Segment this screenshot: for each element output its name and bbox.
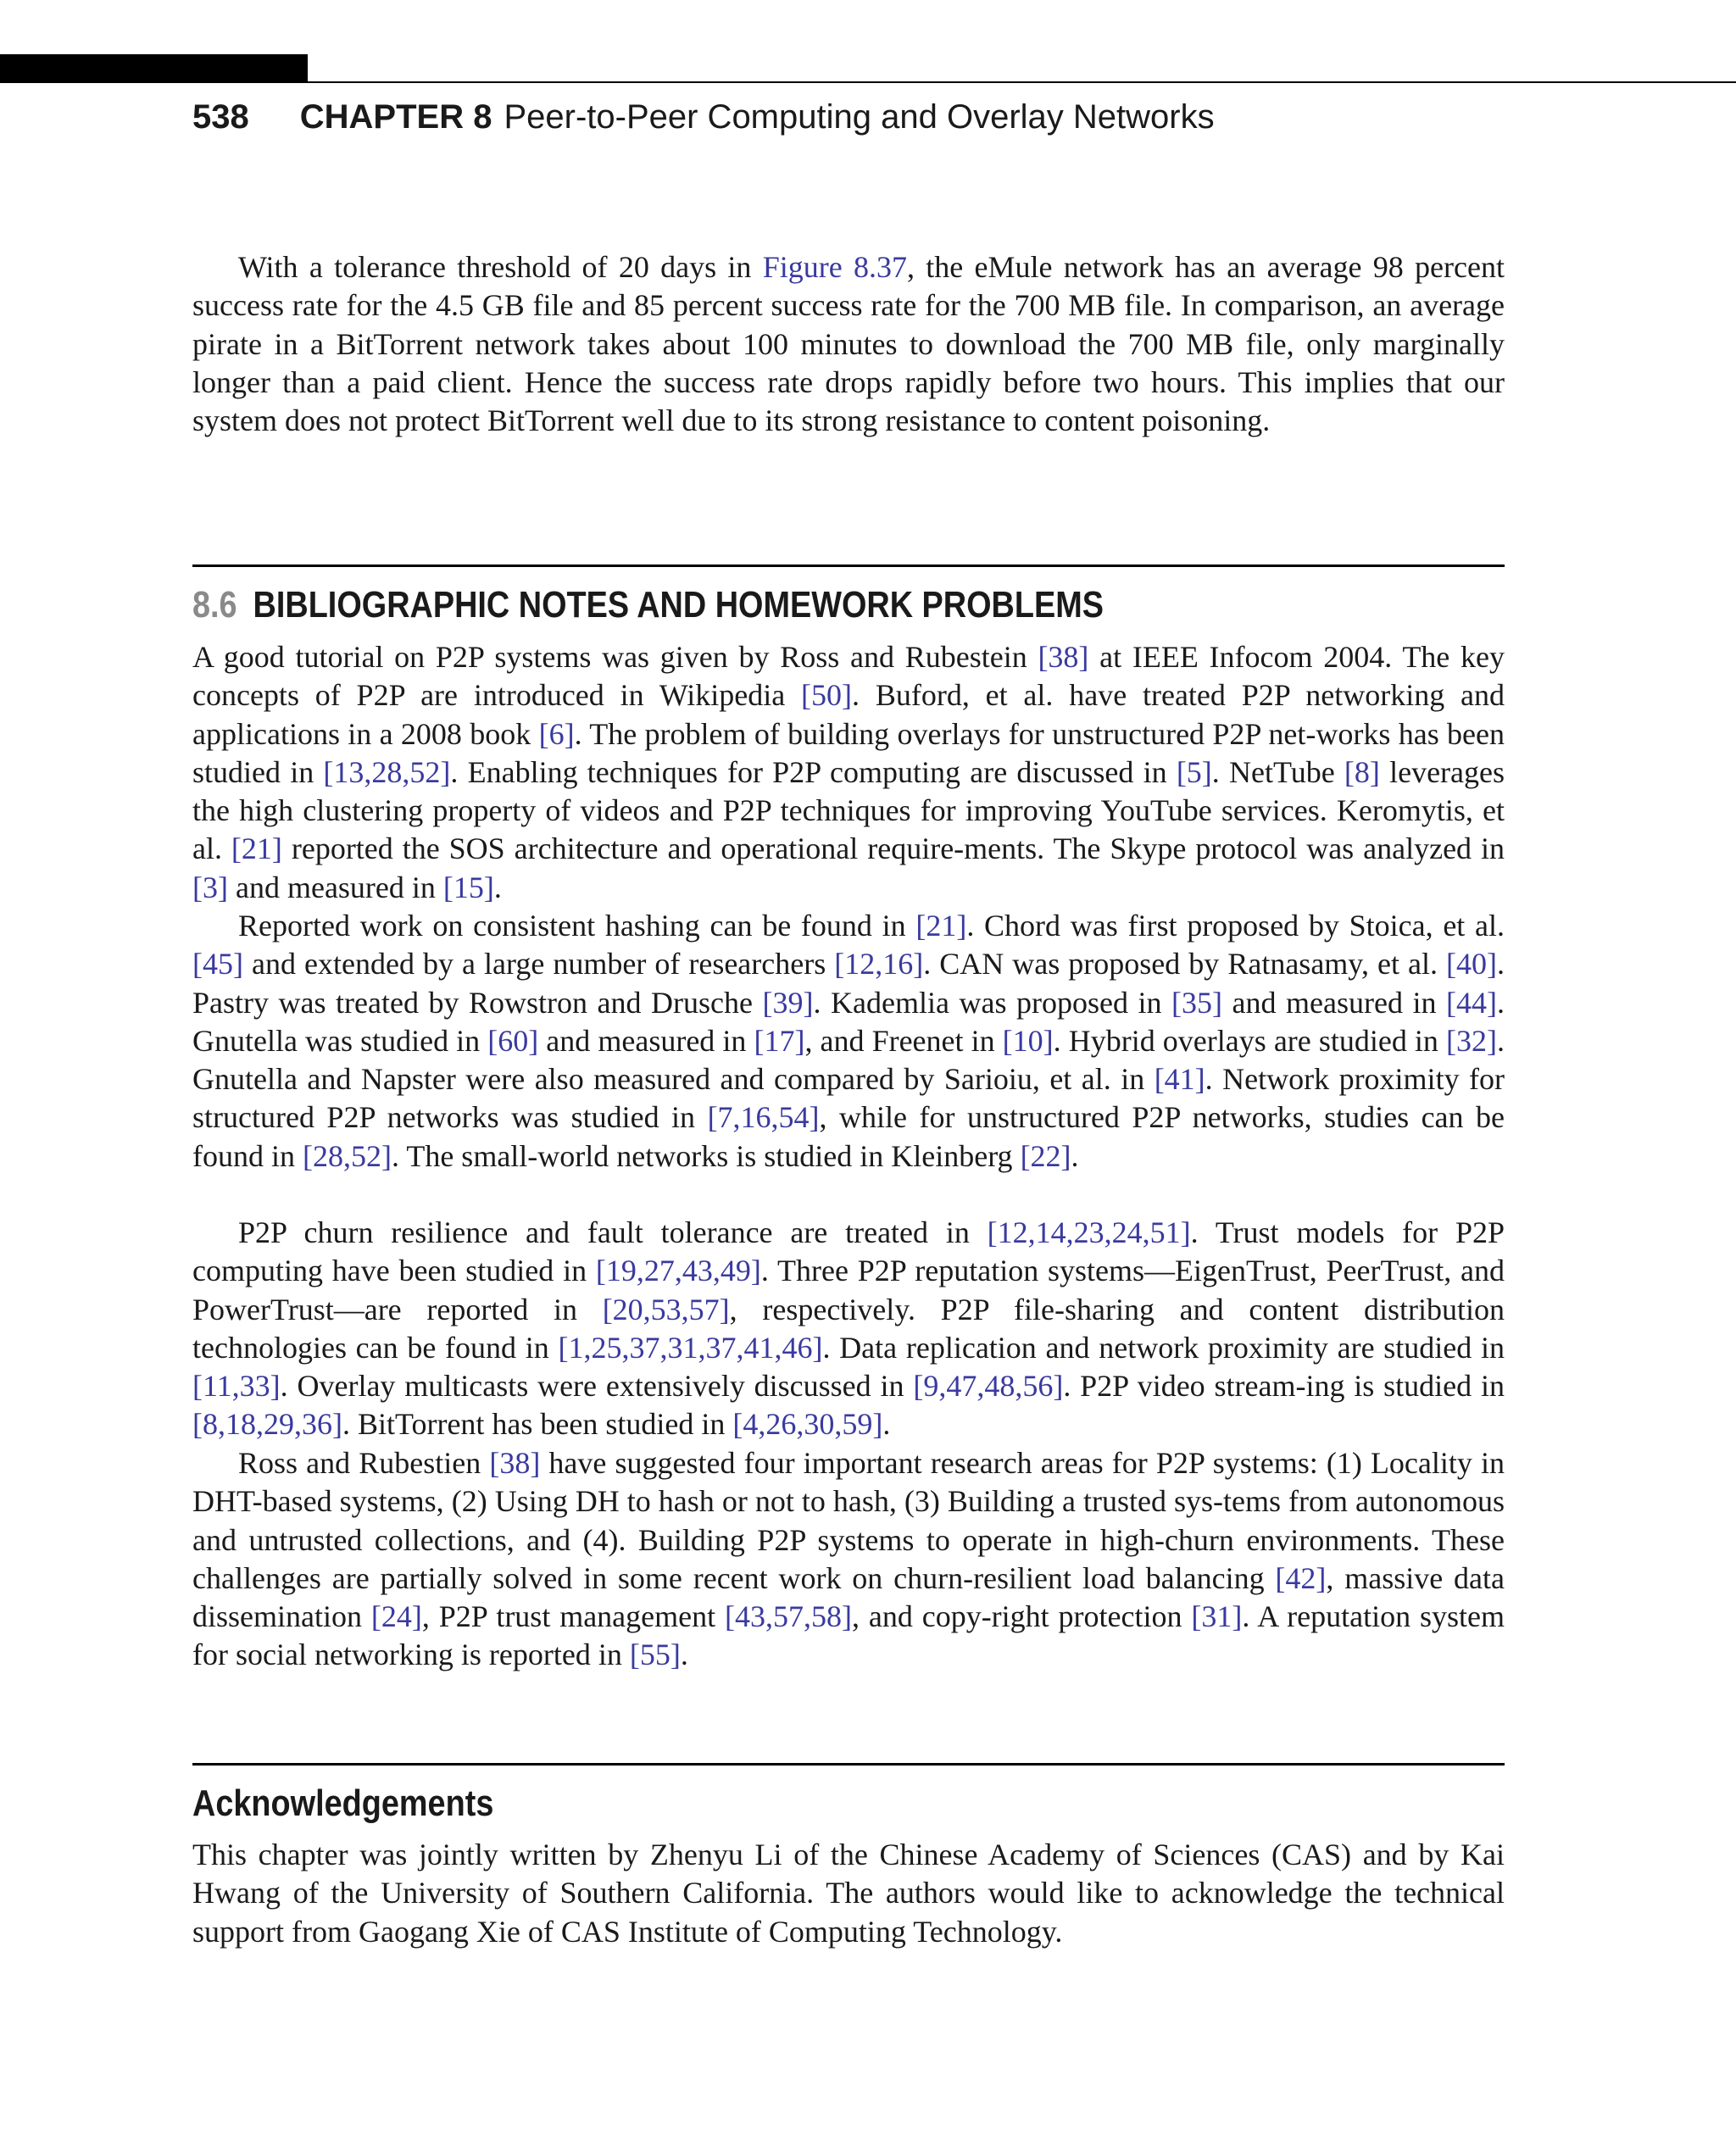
citation-link[interactable]: [1,25,37,31,37,41,46] [558,1330,823,1365]
citation-link[interactable]: [5] [1176,754,1212,789]
section-heading [192,581,1104,629]
citation-link[interactable]: [22] [1020,1138,1071,1173]
citation-link[interactable]: [12,16] [834,947,924,982]
acknowledgements-paragraph: This chapter was jointly written by Zhenyu Li of the Chinese Academy of Sciences (CAS) and by Kai Hwang of the University of Southern California. The authors would like to acknowledge the technical support from Gaogang Xie of CAS Institute of Computing Technology. [192,1838,1505,1949]
citation-link[interactable]: [12,14,23,24,51] [987,1215,1191,1249]
header-rule [308,81,1736,83]
page-number: 538 [192,98,249,136]
citation-link[interactable]: [38] [1038,640,1089,674]
acknowledgements-rule [192,1763,1505,1766]
citation-link[interactable]: [40] [1446,947,1497,982]
header-bar-thick [0,54,308,83]
citation-link[interactable]: [21] [231,831,282,866]
citation-link[interactable]: [50] [801,678,853,713]
citation-link[interactable]: [55] [629,1638,681,1672]
citation-link[interactable]: [17] [754,1023,805,1058]
citation-link[interactable]: [20,53,57] [602,1292,730,1326]
citation-link[interactable]: [28,52] [303,1138,392,1173]
citation-link[interactable]: [32] [1446,1023,1497,1058]
citation-link[interactable]: [8] [1344,754,1380,789]
citation-link[interactable]: [4,26,30,59] [732,1407,883,1442]
section-number: 8.6 [192,584,237,626]
citation-link[interactable]: [38] [489,1446,541,1480]
citation-link[interactable]: [21] [915,909,967,943]
citation-link[interactable]: [6] [538,716,575,751]
citation-link[interactable]: [3] [192,870,228,904]
section-title: BIBLIOGRAPHIC NOTES AND HOMEWORK PROBLEMS [253,584,1104,626]
chapter-title: Peer-to-Peer Computing and Overlay Networks [504,98,1215,136]
citation-link[interactable]: [35] [1171,985,1223,1020]
bib-paragraph-4: Ross and Rubestien [38] have suggested four important research areas for P2P systems: (1) Locality in DHT-based systems, (2) Using DH to hash or not to hash, (3) Building a trusted sys-tems from autonomous and untrusted collections, and (4). Building P2P systems to operate in high-churn environments. These challenges are partially solved in some recent work on churn-resilient load balancing [42], massive data dissemination [24], P2P trust management [43,57,58], and copy-right protection [31]. A reputation system for social networking is reported in [55]. [192,1446,1505,1672]
figure-reference-link[interactable]: Figure 8.37 [762,250,907,284]
section-rule [192,564,1505,567]
intro-paragraph: With a tolerance threshold of 20 days in Figure 8.37, the eMule network has an average 98 percent success rate for the 4.5 GB file and 85 percent success rate for the 700 MB file. In comparison, an average pirate in a BitTorrent network takes about 100 minutes to download the 700 MB file, only marginally longer than a paid client. Hence the success rate drops rapidly before two hours. This implies that our system does not protect BitTorrent well due to its strong resistance to content poisoning. [192,250,1505,438]
citation-link[interactable]: [8,18,29,36] [192,1407,342,1442]
citation-link[interactable]: [19,27,43,49] [595,1254,761,1288]
citation-link[interactable]: [44] [1446,985,1498,1020]
citation-link[interactable]: [11,33] [192,1369,281,1404]
citation-link[interactable]: [24] [370,1599,422,1634]
citation-link[interactable]: [43,57,58] [725,1599,852,1634]
chapter-label: CHAPTER 8 [299,98,492,136]
citation-link[interactable]: [10] [1002,1023,1054,1058]
citation-link[interactable]: [45] [192,947,243,982]
citation-link[interactable]: [15] [442,870,494,904]
bib-paragraph-2: Reported work on consistent hashing can be found in [21]. Chord was first proposed by Stoica, et al. [45] and extended by a large number of researchers [12,16]. CAN was proposed by Ratnasamy, et al. [40]. Pastry was treated by Rowstron and Drusche [39]. Kademlia was proposed in [35] and measured in [44]. Gnutella was studied in [60] and measured in [17], and Freenet in [10]. Hybrid overlays are studied in [32]. Gnutella and Napster were also measured and compared by Sarioiu, et al. in [41]. Network proximity for structured P2P networks was studied in [7,16,54], while for unstructured P2P networks, studies can be found in [28,52]. The small-world networks is studied in Kleinberg [22]. [192,909,1505,1173]
bib-paragraph-3: P2P churn resilience and fault tolerance are treated in [12,14,23,24,51]. Trust models for P2P computing have been studied in [19,27,43,49]. Three P2P reputation systems—EigenTrust, PeerTrust, and PowerTrust—are reported in [20,53,57], respectively. P2P file-sharing and content distribution technologies can be found in [1,25,37,31,37,41,46]. Data replication and network proximity are studied in [11,33]. Overlay multicasts were extensively discussed in [9,47,48,56]. P2P video stream-ing is studied in [8,18,29,36]. BitTorrent has been studied in [4,26,30,59]. [192,1215,1505,1442]
citation-link[interactable]: [9,47,48,56] [913,1369,1064,1404]
citation-link[interactable]: [39] [762,985,814,1020]
citation-link[interactable]: [60] [487,1023,539,1058]
running-head [192,95,1215,139]
citation-link[interactable]: [42] [1275,1560,1327,1595]
citation-link[interactable]: [31] [1191,1599,1243,1634]
acknowledgements-heading: Acknowledgements [192,1782,494,1824]
citation-link[interactable]: [41] [1154,1062,1205,1097]
citation-link[interactable]: [7,16,54] [707,1100,820,1135]
bib-paragraph-1: A good tutorial on P2P systems was given by Ross and Rubestein [38] at IEEE Infocom 2004. The key concepts of P2P are introduced in Wikipedia [50]. Buford, et al. have treated P2P networking and applications in a 2008 book [6]. The problem of building overlays for unstructured P2P net-works has been studied in [13,28,52]. Enabling techniques for P2P computing are discussed in [5]. NetTube [8] leverages the high clustering property of videos and P2P techniques for improving YouTube services. Keromytis, et al. [21] reported the SOS architecture and operational require-ments. The Skype protocol was analyzed in [3] and measured in [15]. [192,640,1505,904]
citation-link[interactable]: [13,28,52] [323,754,451,789]
